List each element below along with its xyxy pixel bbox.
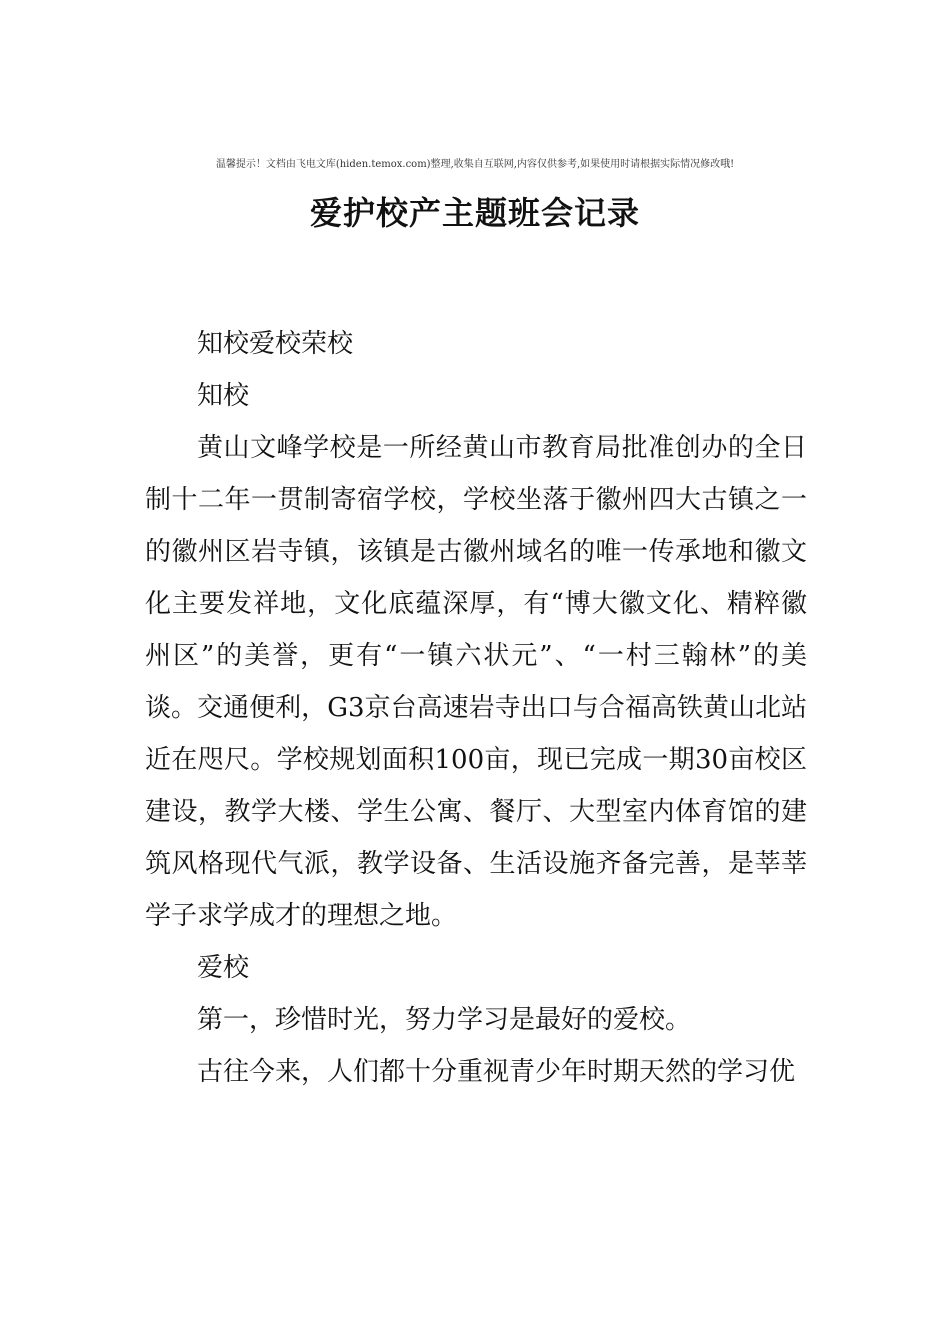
document-body	[145, 318, 807, 1098]
paragraph-point-one: 第一，珍惜时光，努力学习是最好的爱校。	[197, 1005, 692, 1035]
document-title: 爱护校产主题班会记录	[309, 194, 640, 232]
header-notice: 温馨提示！文档由飞电文库(hiden.temox.com)整理,收集自互联网,内容仅供参考,如果使用时请根据实际情况修改哦!	[215, 159, 735, 170]
paragraph-heading-love-school: 爱校	[197, 953, 250, 983]
paragraph-heading-motto: 知校爱校荣校	[197, 329, 354, 359]
paragraph-school-intro: 黄山文峰学校是一所经黄山市教育局批准创办的全日制十二年一贯制寄宿学校，学校坐落于徽州四大古镇之一的徽州区岩寺镇，该镇是古徽州域名的唯一传承地和徽文化主要发祥地，文化底蕴深厚，有“博大徽文化、精粹徽州区”的美誉，更有“一镇六状元”、“一村三翰林”的美谈。交通便利，G3京台高速岩寺出口与合福高铁黄山北站近在咫尺。学校规划面积100亩，现已完成一期30亩校区建设，教学大楼、学生公寓、餐厅、大型室内体育馆的建筑风格现代气派，教学设备、生活设施齐备完善，是莘莘学子求学成才的理想之地。	[145, 433, 807, 931]
paragraph-heading-know-school: 知校	[197, 381, 250, 411]
paragraph-study-time: 古往今来，人们都十分重视青少年时期天然的学习优	[197, 1057, 796, 1087]
